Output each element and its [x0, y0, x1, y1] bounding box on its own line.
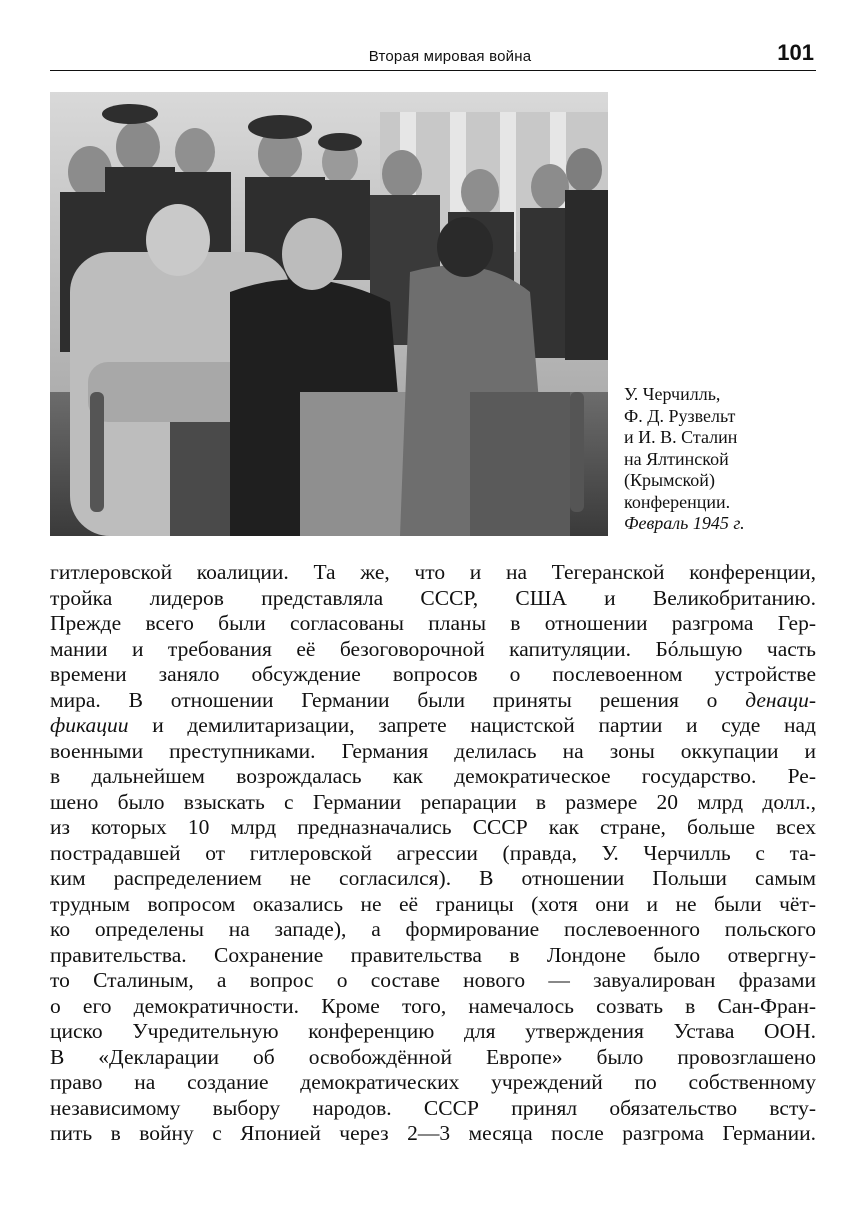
caption-line: (Крымской): [624, 470, 715, 490]
emphasized-term: фикации: [50, 713, 129, 737]
text-line: шено было взыскать с Германии репарации в размере 20 млрд долл.,: [50, 789, 816, 814]
text-line: тройка лидеров представляла СССР, США и Великобританию.: [50, 585, 816, 610]
caption-line: Ф. Д. Рузвельт: [624, 405, 736, 426]
text-line: В «Декларации об освобождённой Европе» было провозглашено: [50, 1044, 816, 1069]
text-line: правительства. Сохранение правительства в Лондоне было отвергну-: [50, 942, 816, 967]
text-line: циско Учредительную конференцию для утверждения Устава ООН.: [50, 1019, 816, 1043]
text-line: то Сталиным, а вопрос о составе нового — завуалирован фразами: [50, 968, 816, 992]
yalta-conference-photo: [50, 92, 608, 536]
text-line: трудным вопросом оказались не её границы (хотя они и не были чёт-: [50, 891, 816, 916]
text-line: времени заняло обсуждение вопросов о послевоенном устройстве: [50, 662, 816, 686]
text-line: ким распределением не согласился). В отношении Польши самым: [50, 866, 816, 890]
text-segment: и демилитаризации, запрете нацистской партии и суде над: [128, 713, 816, 737]
text-segment: мира. В отношении Германии были приняты решения о: [50, 687, 746, 712]
text-line: пить в войну с Японией через 2—3 месяца после разгрома Германии.: [50, 1121, 816, 1145]
caption-line: и И. В. Сталин: [624, 427, 738, 447]
caption-date: Февраль 1945 г.: [624, 513, 745, 533]
text-line: [50, 688, 816, 714]
photo-caption: [624, 384, 824, 535]
text-line: в дальнейшем возрождалась как демократическое государство. Ре-: [50, 764, 816, 788]
page-number: 101: [777, 40, 814, 65]
text-line: мании и требования её безоговорочной капитуляции. Бóльшую часть: [50, 636, 816, 661]
text-line: независимому выбору народов. СССР принял обязательство всту-: [50, 1095, 816, 1120]
emphasized-term: денаци-: [745, 687, 816, 712]
text-line: Прежде всего были согласованы планы в отношении разгрома Гер-: [50, 611, 816, 635]
text-line: пострадавшей от гитлеровской агрессии (правда, У. Черчилль с та-: [50, 840, 816, 865]
caption-line: на Ялтинской: [624, 448, 729, 469]
text-line: о его демократичности. Кроме того, намечалось созвать в Сан-Фран-: [50, 993, 816, 1018]
running-head: [50, 40, 816, 71]
photo-illustration: [50, 92, 608, 536]
text-line: из которых 10 млрд предназначались СССР как стране, больше всех: [50, 815, 816, 839]
text-line: [50, 713, 816, 739]
caption-line: конференции.: [624, 491, 731, 512]
caption-line: У. Черчилль,: [624, 384, 721, 404]
text-line: ко определены на западе), а формирование послевоенного польского: [50, 917, 816, 941]
text-line: право на создание демократических учреждений по собственному: [50, 1070, 816, 1094]
text-line: гитлеровской коалиции. Та же, что и на Тегеранской конференции,: [50, 560, 816, 584]
running-title: Вторая мировая война: [368, 48, 532, 65]
body-paragraph: [50, 560, 816, 1147]
text-line: военными преступниками. Германия делилась на зоны оккупации и: [50, 738, 816, 763]
